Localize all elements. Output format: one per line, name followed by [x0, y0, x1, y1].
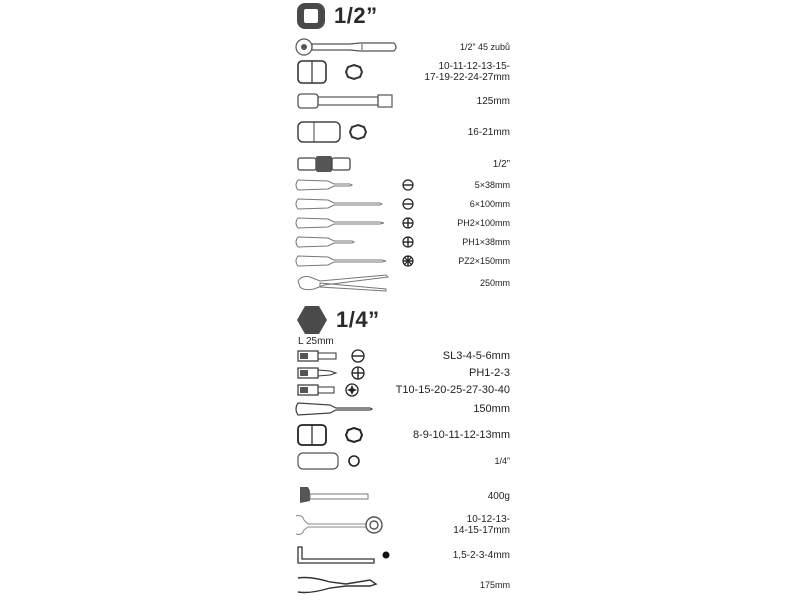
tool-row-ratchet [290, 35, 510, 59]
tool-row-adapter-quarter [290, 450, 510, 472]
bit-holder-screwdriver-icon [290, 398, 390, 420]
tool-row-screwdriver-5 [290, 252, 510, 270]
tool-label: 1/2” 45 zubů [459, 42, 510, 52]
tool-row-bit-holder [290, 398, 510, 420]
tool-row-extension [290, 89, 510, 113]
screwdriver-icon [290, 176, 420, 194]
screwdriver-icon [290, 195, 420, 213]
hammer-icon [290, 485, 380, 507]
tool-row-spark-sockets [290, 118, 510, 146]
tool-row-screwdriver-2 [290, 195, 510, 213]
water-pump-pliers-icon [290, 271, 400, 295]
tool-row-pliers-combo [290, 572, 510, 598]
tool-row-hammer [290, 485, 510, 507]
screwdriver-icon [290, 252, 420, 270]
hex-drive-icon [296, 305, 328, 335]
combination-pliers-icon [290, 572, 390, 598]
tool-label: 10-12-13- 14-15-17mm [453, 514, 510, 536]
hex-key-icon [290, 543, 400, 567]
tool-label: 1/4” [494, 456, 510, 466]
tool-label: 10-11-12-13-15- 17-19-22-24-27mm [424, 61, 510, 83]
tool-label: PH1-2-3 [469, 366, 510, 379]
tool-label: PH2×100mm [457, 218, 510, 228]
tool-row-bits-ph [290, 364, 510, 382]
tool-label: PH1×38mm [462, 237, 510, 247]
socket-icon [290, 422, 370, 448]
screwdriver-icon [290, 214, 420, 232]
tool-row-wrenches [290, 512, 510, 538]
section-title-quarter: 1/4” [336, 307, 380, 332]
tool-label: 1,5-2-3-4mm [452, 549, 510, 561]
adapter-icon [290, 450, 370, 472]
tool-label: 250mm [479, 278, 510, 288]
ratchet-icon [290, 35, 400, 59]
tool-label: 150mm [473, 402, 510, 415]
tool-label: SL3-4-5-6mm [442, 349, 510, 362]
tool-label: 6×100mm [469, 199, 510, 209]
tool-label: 5×38mm [474, 180, 510, 190]
spark-plug-socket-icon [290, 118, 370, 146]
screwdriver-icon [290, 233, 420, 251]
tool-row-screwdriver-3 [290, 214, 510, 232]
tool-row-universal-joint [290, 152, 510, 176]
bit-icon [290, 381, 370, 399]
section-header-half [296, 2, 378, 30]
tool-label: 125mm [476, 95, 510, 107]
tool-label: 16-21mm [467, 126, 510, 138]
tool-label: PZ2×150mm [458, 256, 510, 266]
tool-row-pliers-water [290, 271, 510, 295]
tool-label: 400g [487, 490, 510, 502]
tool-row-sockets-quarter [290, 422, 510, 448]
tool-row-bits-slot [290, 347, 510, 365]
section-title-half: 1/2” [334, 3, 378, 28]
square-drive-icon [296, 2, 326, 30]
combination-wrench-icon [290, 512, 390, 538]
tool-label: T10-15-20-25-27-30-40 [395, 383, 510, 396]
tool-row-hex-keys [290, 543, 510, 567]
socket-icon [290, 57, 370, 87]
bit-icon [290, 347, 370, 365]
tool-row-screwdriver-4 [290, 233, 510, 251]
bits-length-note: L 25mm [298, 336, 334, 347]
bit-icon [290, 364, 370, 382]
tool-row-bits-torx [290, 381, 510, 399]
universal-joint-icon [290, 152, 370, 176]
section-header-quarter [296, 305, 380, 335]
tool-row-screwdriver-1 [290, 176, 510, 194]
tool-row-sockets-half [290, 57, 510, 87]
tool-label: 175mm [479, 580, 510, 590]
tool-label: 8-9-10-11-12-13mm [412, 428, 510, 441]
extension-bar-icon [290, 89, 400, 113]
tool-label: 1/2” [492, 158, 510, 170]
